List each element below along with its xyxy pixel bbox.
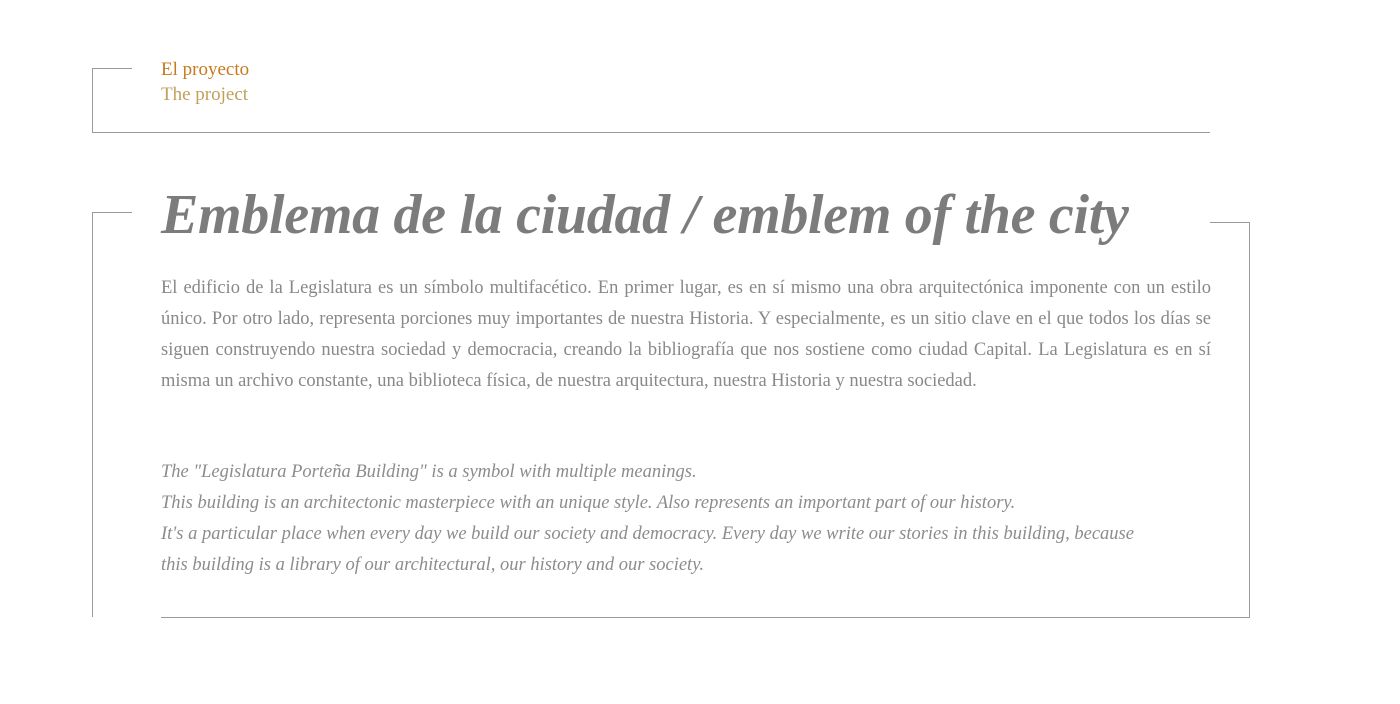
section-frame-left — [92, 68, 93, 132]
paragraph-spanish: El edificio de la Legislatura es un símbolo multifacético. En primer lugar, es en sí mismo una obra arquitectónica imponente con un estilo único. Por otro lado, representa porciones muy importantes de nuestra Historia. Y especialmente, es un sitio clave en el que todos los días se siguen construyendo nuestra sociedad y democracia, creando la bibliografía que nos sostiene como ciudad Capital. La Legislatura es en sí misma un archivo constante, una biblioteca física, de nuestra arquitectura, nuestra Historia y nuestra sociedad. — [161, 278, 1211, 391]
paragraph-english-line: It's a particular place when every day we build our society and democracy. Every day we write our stories in this building, because — [161, 524, 1134, 544]
paragraph-english — [161, 457, 1221, 581]
frame-right-rule — [1249, 222, 1250, 617]
section-frame-top — [92, 68, 132, 69]
section-label-es: El proyecto — [161, 59, 250, 80]
frame-bottom-rule — [161, 617, 1250, 618]
page-title: Emblema de la ciudad / emblem of the city — [161, 184, 1129, 246]
frame-top-right-rule — [1210, 222, 1250, 223]
frame-top-left-rule — [92, 212, 132, 213]
section-label-en: The project — [161, 84, 249, 105]
paragraph-english-line: The "Legislatura Porteña Building" is a symbol with multiple meanings. — [161, 462, 697, 482]
paragraph-english-line: this building is a library of our architectural, our history and our society. — [161, 555, 705, 575]
paragraph-english-line: This building is an architectonic masterpiece with an unique style. Also represents an important part of our history. — [161, 493, 1016, 513]
section-divider — [92, 132, 1210, 133]
frame-left-rule — [92, 212, 93, 617]
